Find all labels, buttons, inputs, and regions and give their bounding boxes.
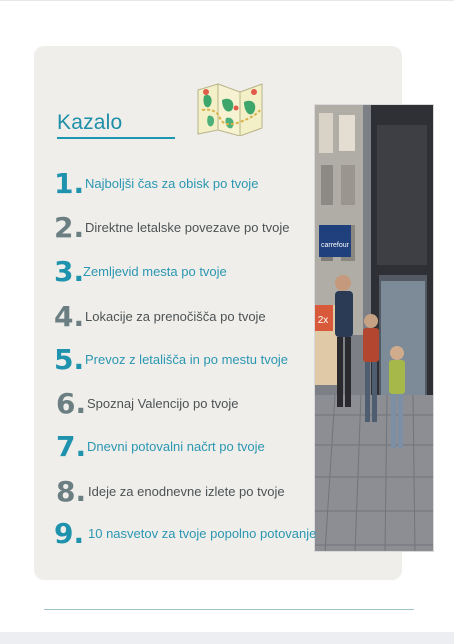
toc-label: Prevoz z letališča in po mestu tvoje — [85, 352, 289, 367]
toc-label: Dnevni potovalni načrt po tvoje — [87, 439, 265, 454]
street-photo — [314, 104, 434, 552]
ad-badge-text: 2x — [317, 315, 329, 326]
toc-number: 1. — [54, 167, 85, 200]
store-sign-text: carrefour — [320, 242, 350, 249]
toc-label: Lokacije za prenočišča po tvoje — [85, 309, 266, 324]
toc-number: 7. — [56, 430, 87, 463]
photo-scene — [315, 105, 434, 552]
toc-label: Zemljevid mesta po tvoje — [83, 264, 227, 279]
folded-map-icon — [196, 80, 264, 136]
toc-number: 5. — [54, 343, 85, 376]
toc-label: Najboljši čas za obisk po tvoje — [85, 176, 259, 191]
toc-label: 10 nasvetov za tvoje popolno potovanje — [88, 526, 317, 541]
toc-number: 4. — [54, 300, 85, 333]
title-underline — [57, 137, 175, 139]
toc-number: 6. — [56, 387, 87, 420]
toc-label: Direktne letalske povezave po tvoje — [85, 220, 290, 235]
toc-label: Spoznaj Valencijo po tvoje — [87, 396, 239, 411]
toc-number: 8. — [56, 475, 87, 508]
bottom-divider — [44, 609, 414, 610]
toc-number: 3. — [54, 255, 85, 288]
footer-band — [0, 632, 454, 644]
toc-number: 9. — [54, 517, 85, 550]
toc-label: Ideje za enodnevne izlete po tvoje — [88, 484, 285, 499]
toc-number: 2. — [54, 211, 85, 244]
page-title: Kazalo — [57, 111, 123, 134]
top-divider — [0, 0, 454, 1]
